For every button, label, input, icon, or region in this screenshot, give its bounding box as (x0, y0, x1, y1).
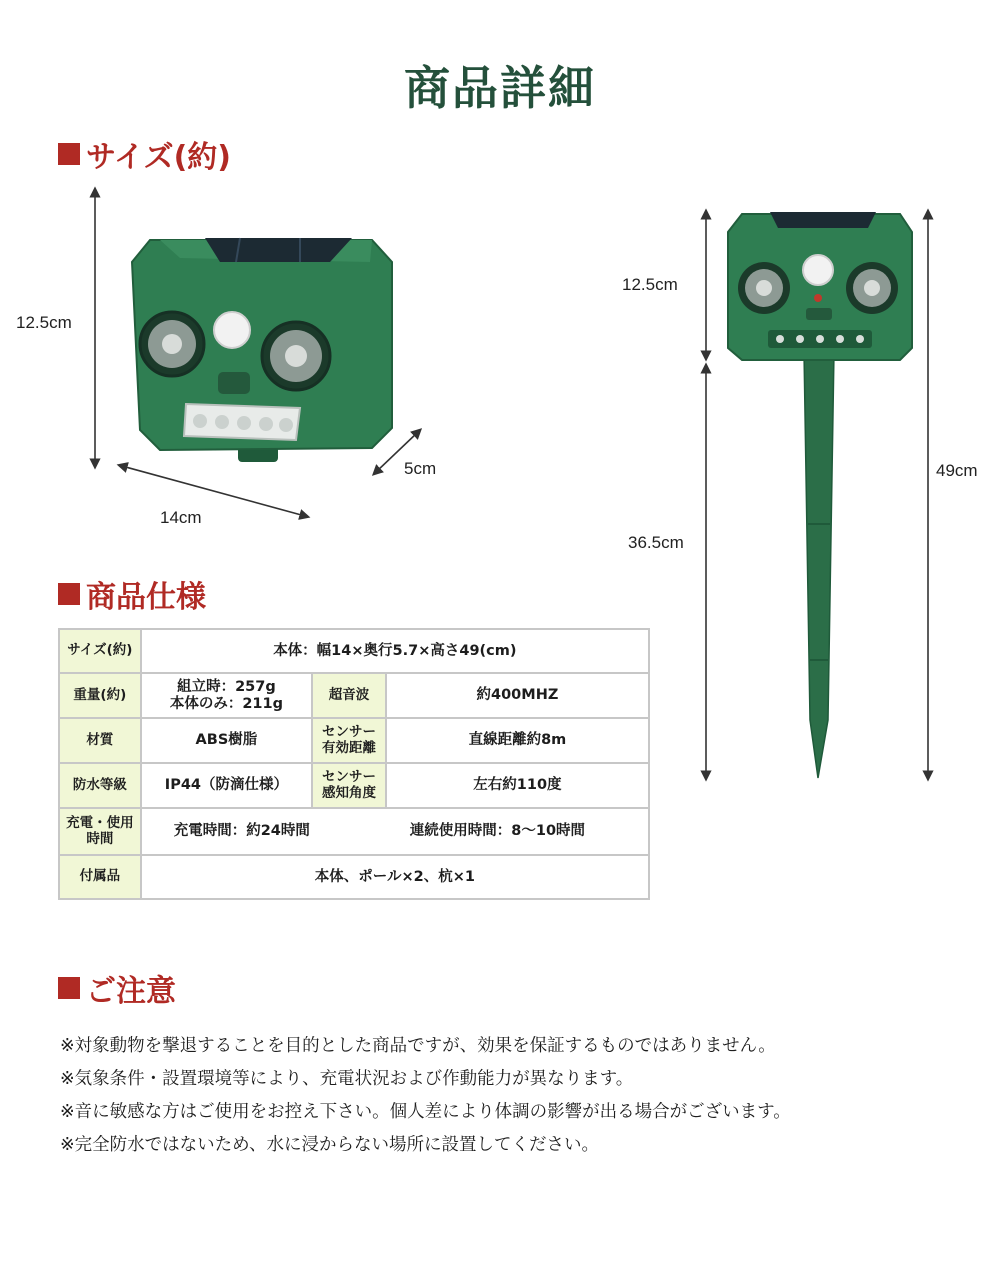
spec-label-sensor-angle (312, 763, 386, 808)
left-depth-label: 5cm (404, 459, 437, 478)
list-item: ※対象動物を撃退することを目的とした商品ですが、効果を保証するものではありません。 (60, 1036, 776, 1056)
table-row (59, 673, 649, 718)
charge-label-line2: 時間 (86, 830, 114, 847)
sensor-range-label-line1: センサー (321, 723, 376, 740)
spec-label-weight: 重量(約) (59, 673, 141, 718)
spec-label-waterproof: 防水等級 (59, 763, 141, 808)
spec-value-weight (141, 673, 312, 718)
weight-assembled: 組立時：257g (177, 678, 276, 695)
spec-label-sensor-range (312, 718, 386, 763)
left-width-label: 14cm (160, 508, 202, 527)
use-time: 連続使用時間：8〜10時間 (409, 823, 586, 840)
notes-list (60, 1030, 960, 1162)
charge-label-line1: 充電・使用 (66, 814, 134, 831)
table-row (59, 855, 649, 899)
spec-value-material: ABS樹脂 (141, 718, 312, 763)
table-row (59, 718, 649, 763)
sensor-angle-label-line1: センサー (321, 768, 376, 785)
page-title: 商品詳細 (404, 61, 596, 115)
weight-body: 本体のみ：211g (169, 695, 283, 712)
spec-label-charge (59, 808, 141, 855)
spec-value-size: 本体：幅14×奥行5.7×高さ49(cm) (141, 629, 649, 673)
left-height-label: 12.5cm (16, 313, 72, 332)
spec-table (58, 628, 650, 900)
spec-heading-text: 商品仕様 (86, 580, 206, 615)
spec-value-waterproof: IP44（防滴仕様） (141, 763, 312, 808)
right-pole-height-label: 36.5cm (628, 533, 684, 552)
sensor-angle-label-line2: 感知角度 (321, 784, 376, 801)
table-row (59, 808, 649, 855)
square-bullet-icon (58, 583, 80, 605)
list-item: ※気象条件・設置環境等により、充電状況および作動能力が異なります。 (60, 1069, 634, 1089)
spec-value-ultrasound: 約400MHZ (386, 673, 649, 718)
size-heading-text: サイズ(約) (86, 140, 232, 175)
spec-value-charge (141, 808, 649, 855)
device-front-illustration (132, 238, 392, 462)
spec-label-material: 材質 (59, 718, 141, 763)
spec-value-sensor-angle: 左右約110度 (386, 763, 649, 808)
right-total-height-label: 49cm (936, 461, 978, 480)
right-head-height-label: 12.5cm (622, 275, 678, 294)
spec-value-sensor-range: 直線距離約8m (386, 718, 649, 763)
sensor-range-label-line2: 有効距離 (321, 739, 376, 756)
spec-label-size: サイズ(約) (59, 629, 141, 673)
table-row (59, 763, 649, 808)
spec-label-ultrasound: 超音波 (312, 673, 386, 718)
spec-label-accessories: 付属品 (59, 855, 141, 899)
left-width-dimension-line (122, 466, 305, 516)
square-bullet-icon (58, 977, 80, 999)
spec-value-accessories: 本体、ポール×2、杭×1 (141, 855, 649, 899)
notes-heading-text: ご注意 (86, 974, 176, 1009)
list-item: ※音に敏感な方はご使用をお控え下さい。個人差により体調の影響が出る場合がございます。 (60, 1102, 791, 1122)
table-row (59, 629, 649, 673)
spec-heading (58, 572, 206, 616)
list-item: ※完全防水ではないため、水に浸からない場所に設置してください。 (60, 1135, 599, 1155)
charge-time: 充電時間：約24時間 (173, 823, 310, 840)
notes-heading (58, 966, 176, 1010)
device-stake-illustration (728, 212, 912, 778)
